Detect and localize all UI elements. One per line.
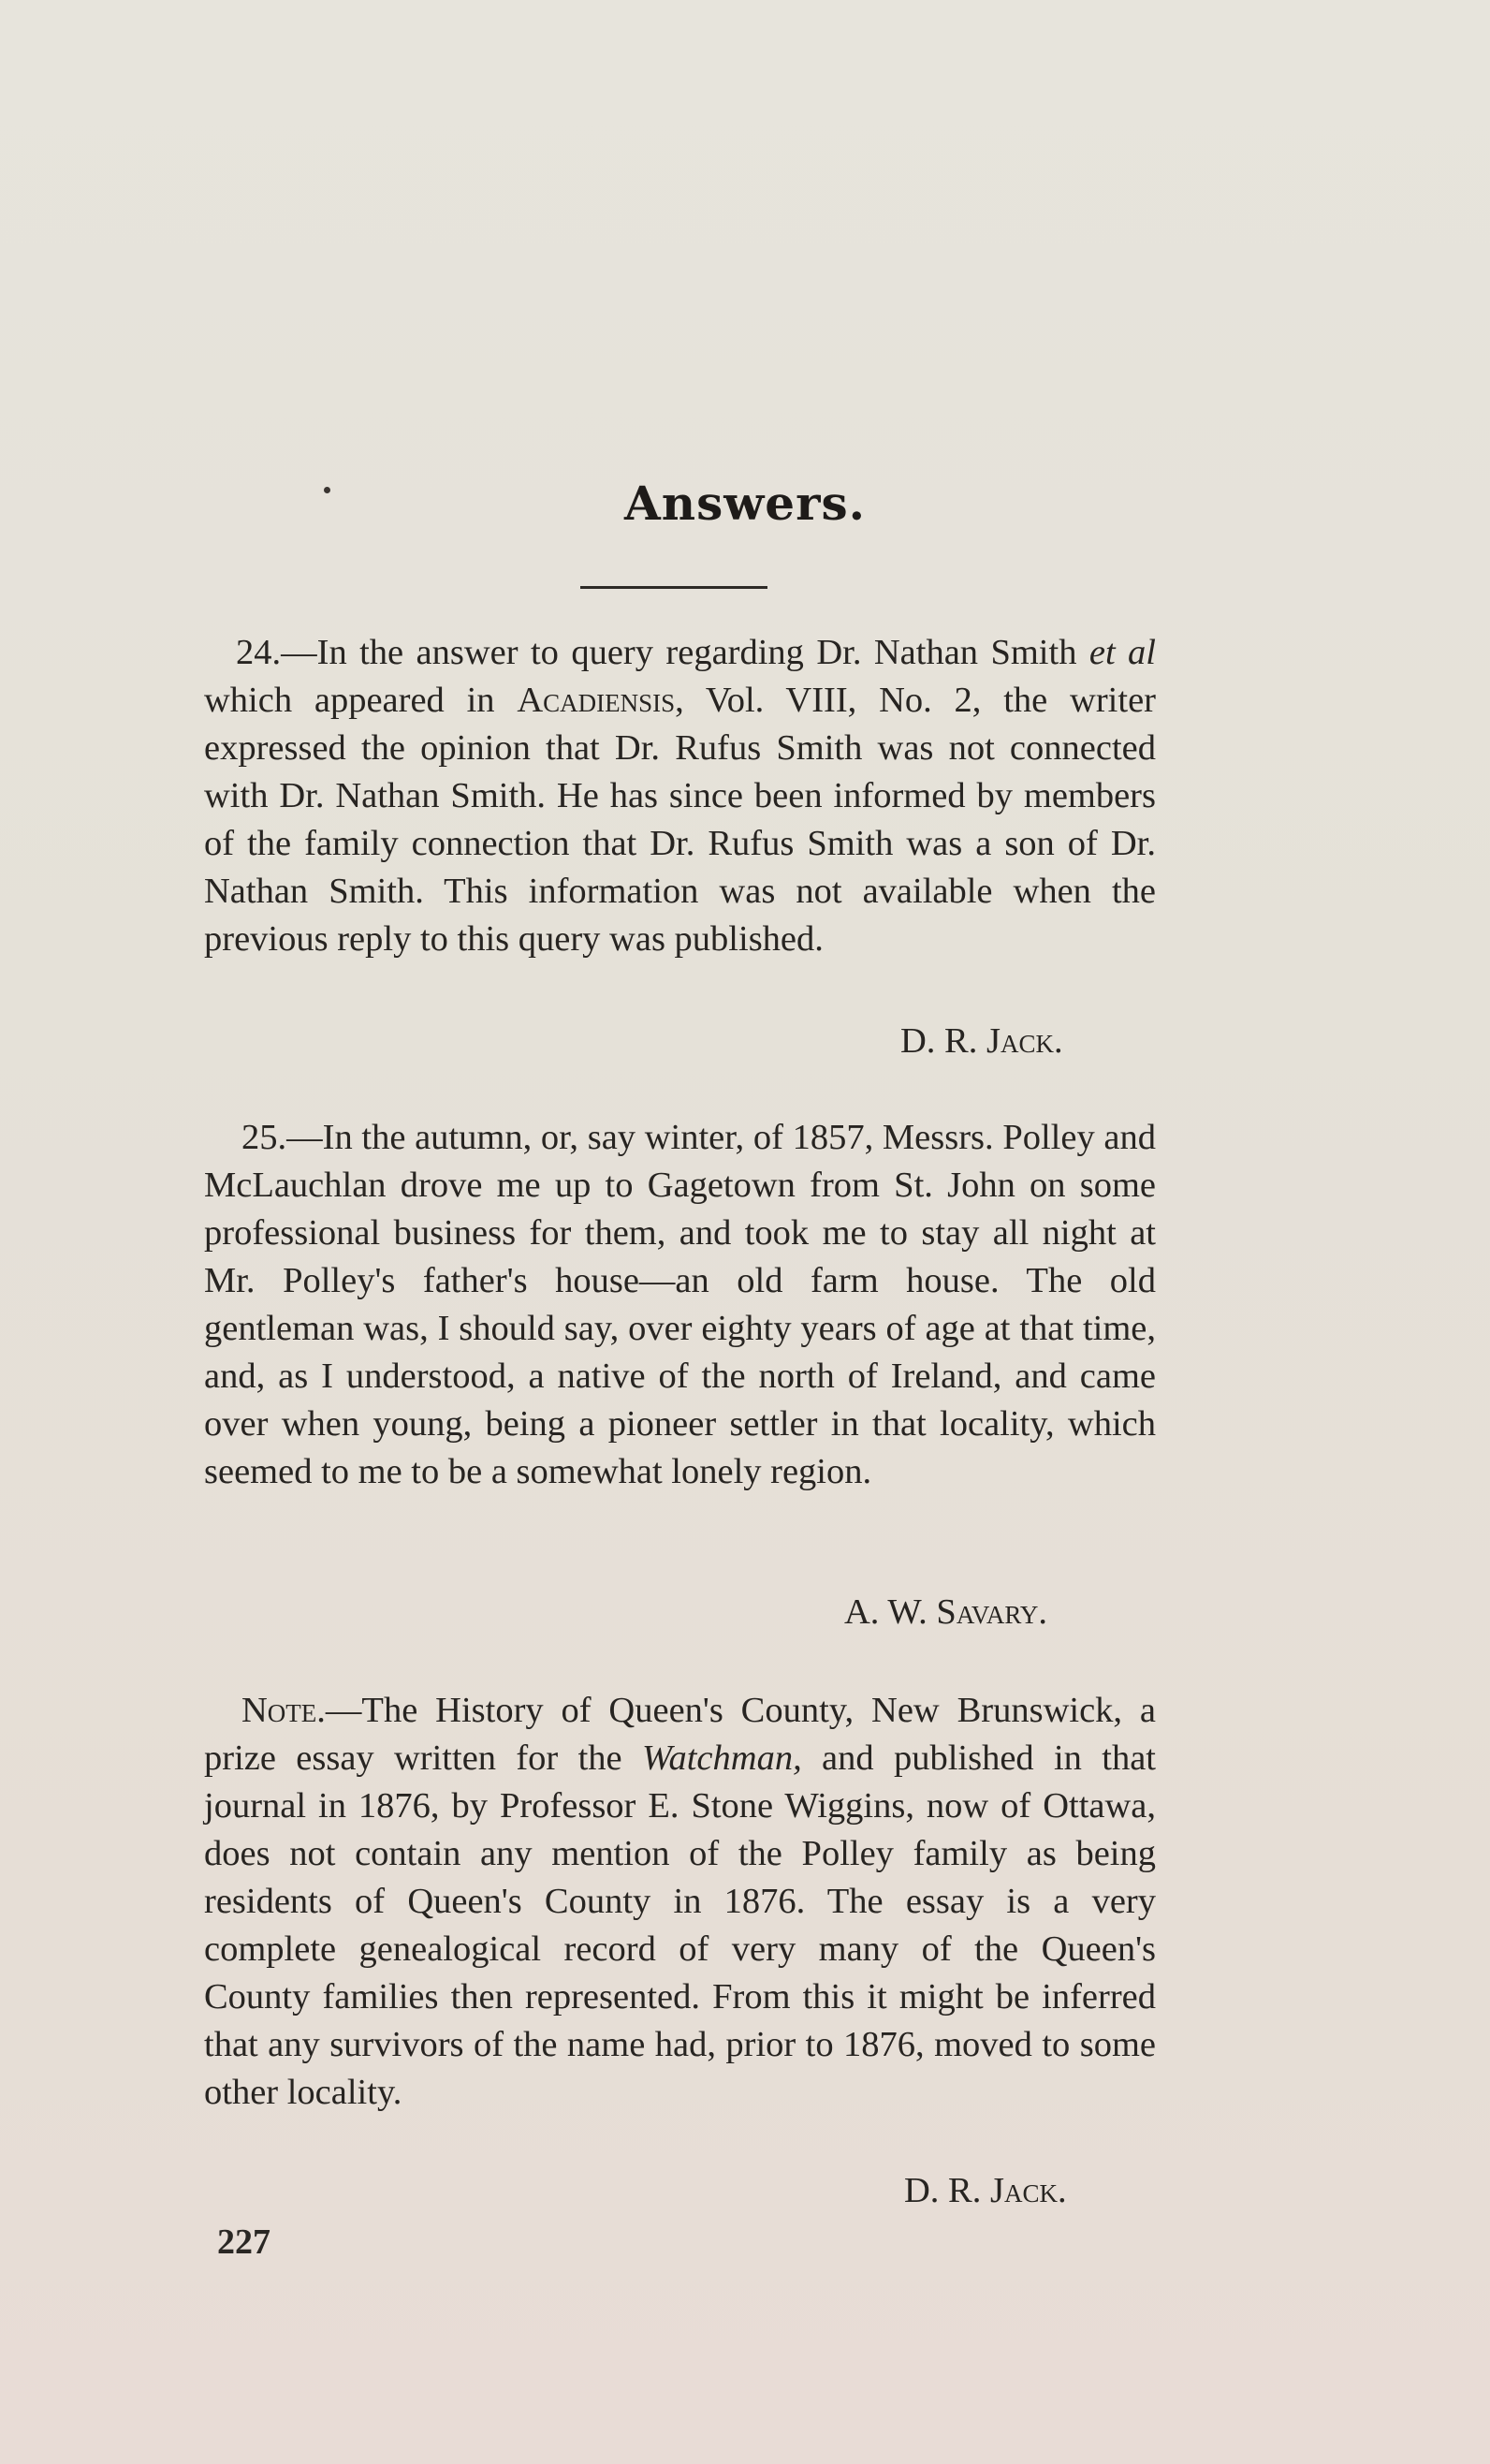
note-text-part-2: and published in that journal in 1876, by Professor E. Stone Wiggins, now of Ottawa, does not contain any mention of the Polley family as being residents of Queen's County in 1876. The essay is a very complete genealogical record of very many of the Queen's County families then represented. From this it might be inferred that any survivors of the name had, prior to 1876, moved to some other locality.	[204, 1738, 1156, 2112]
answer-24-text-part-3: , Vol. VIII, No. 2, the writer expressed the opinion that Dr. Rufus Smith was not connected with Dr. Nathan Smith. He has since been informed by members of the family connection that Dr. Rufus Smith was a son of Dr. Nathan Smith. This information was not available when the previous reply to this query was published.	[204, 681, 1156, 959]
note-signature-initials: D. R.	[904, 2171, 990, 2210]
answer-25-signature-initials: A. W.	[844, 1592, 937, 1632]
note-signature	[904, 2170, 1067, 2211]
answer-25-signature-surname: Savary.	[936, 1592, 1048, 1632]
note-text-part-1: —The History of Queen's County, New Brunswick, a prize essay written for the	[204, 1691, 1156, 1778]
journal-name: Acadiensis	[517, 681, 676, 720]
note-signature-surname: Jack.	[989, 2171, 1067, 2210]
answer-24-signature	[900, 1020, 1063, 1062]
note-text	[204, 1687, 1156, 2117]
title-rule	[580, 586, 767, 589]
answer-24-italic: et al	[1088, 633, 1156, 672]
answer-24-text-part-1: —In the answer to query regarding Dr. Nathan Smith	[281, 633, 1089, 672]
page-title: Answers.	[623, 476, 867, 531]
answer-25-text	[204, 1114, 1156, 1496]
answer-25-number: 25.	[241, 1118, 287, 1157]
answer-24-number: 24.	[236, 633, 282, 672]
answer-24-signature-initials: D. R.	[900, 1021, 986, 1061]
note-label: Note.	[241, 1691, 326, 1730]
page-number: 227	[217, 2222, 270, 2262]
answer-24-text-part-2: which appeared in	[204, 681, 518, 720]
answer-24-text	[204, 629, 1156, 963]
answer-25-body: —In the autumn, or, say winter, of 1857, Messrs. Polley and McLauchlan drove me up to Gagetown from St. John on some professional business for them, and took me to stay all night at Mr. Polley's father's house—an old farm house. The old gentleman was, I should say, over eighty years of age at that time, and, as I understood, a native of the north of Ireland, and came over when young, being a pioneer settler in that locality, which seemed to me to be a somewhat lonely region.	[204, 1118, 1156, 1491]
answer-25-signature	[844, 1591, 1047, 1633]
answer-24-signature-surname: Jack.	[986, 1021, 1063, 1061]
newspaper-name: Watchman,	[641, 1738, 802, 1778]
